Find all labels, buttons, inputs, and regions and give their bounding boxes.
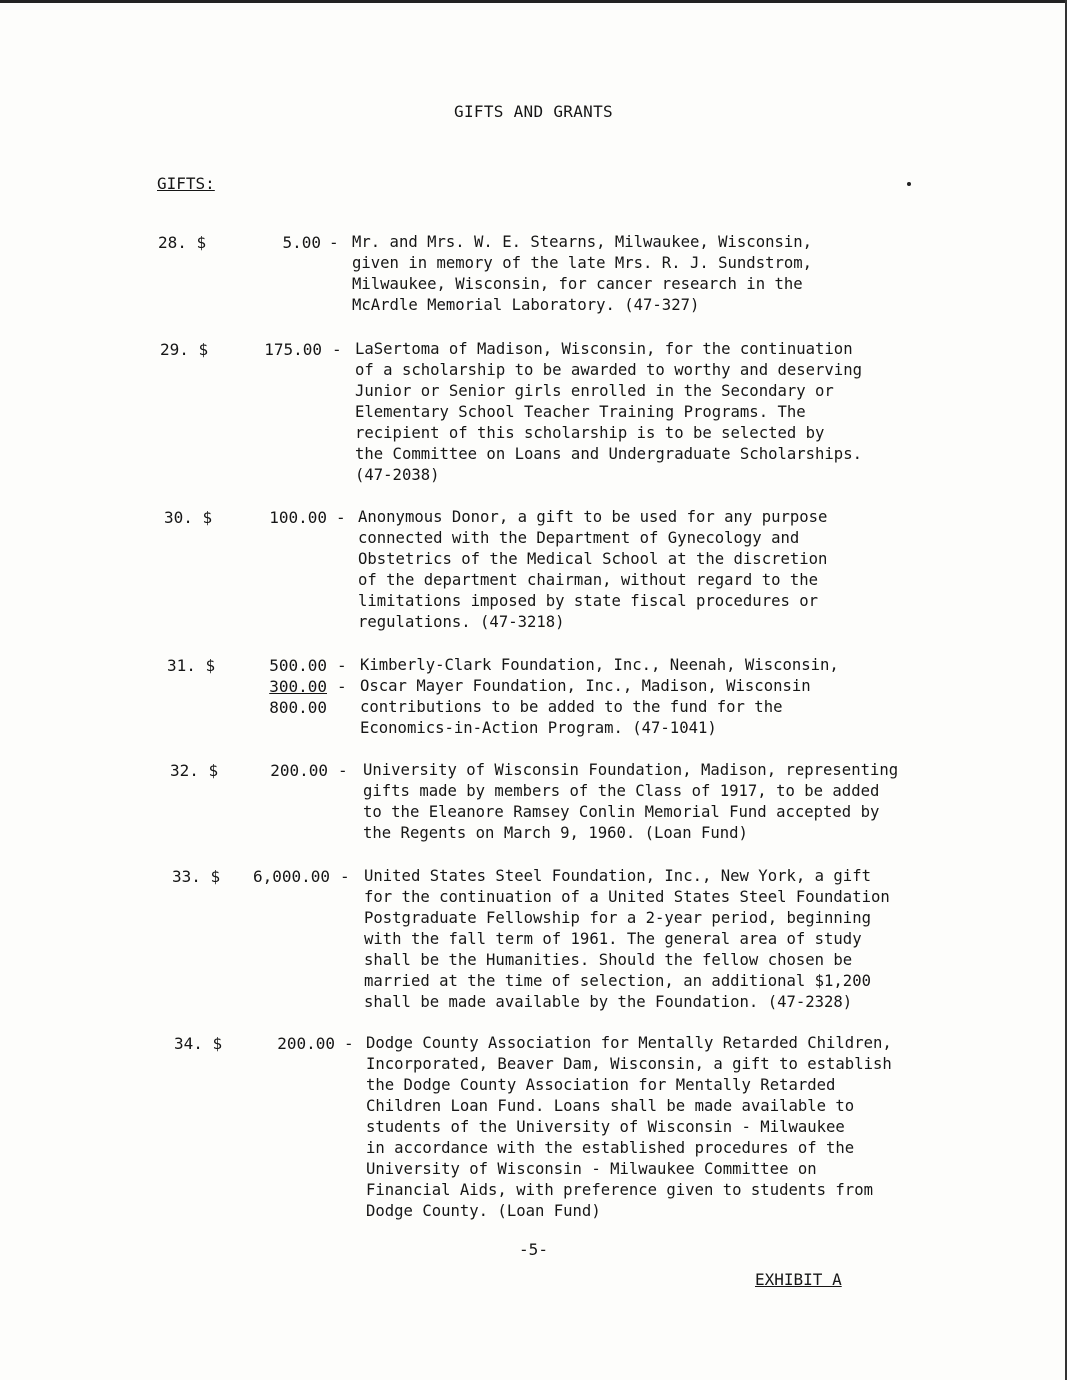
description-line: limitations imposed by state fiscal procedures or [358, 592, 819, 610]
description-line: United States Steel Foundation, Inc., New York, a gift [364, 867, 871, 885]
description-line: Elementary School Teacher Training Programs. The [355, 403, 806, 421]
description-line: in accordance with the established procedures of the [366, 1139, 855, 1157]
description-line: LaSertoma of Madison, Wisconsin, for the continuation [355, 340, 853, 358]
description-line: students of the University of Wisconsin - Milwaukee [366, 1118, 845, 1136]
description-line: connected with the Department of Gynecology and [358, 529, 800, 547]
description-line: married at the time of selection, an additional $1,200 [364, 972, 871, 990]
stray-mark [907, 182, 911, 186]
description-line: of the department chairman, without regard to the [358, 571, 819, 589]
gift-entry-29 [160, 339, 940, 489]
entry-amount-total: 800.00 [269, 698, 327, 717]
top-border [0, 0, 1067, 3]
entry-description [364, 866, 890, 1013]
entry-dash: - [329, 233, 339, 252]
entry-amount: 300.00 [269, 677, 327, 696]
entry-dash: - [344, 1034, 354, 1053]
entry-description [366, 1033, 892, 1222]
entry-description [352, 232, 812, 316]
entry-number: 28. $ [158, 233, 207, 252]
description-line: University of Wisconsin Foundation, Madison, representing [363, 761, 899, 779]
entry-description [355, 339, 862, 486]
page-number: -5- [519, 1240, 548, 1259]
entry-number: 32. $ [170, 761, 219, 780]
description-line: Anonymous Donor, a gift to be used for any purpose [358, 508, 828, 526]
description-line: Junior or Senior girls enrolled in the Secondary or [355, 382, 834, 400]
description-line: regulations. (47-3218) [358, 613, 565, 631]
entry-amount: 175.00 [264, 340, 322, 359]
description-line: Financial Aids, with preference given to students from [366, 1181, 873, 1199]
entry-dash: - [337, 656, 347, 675]
description-line: given in memory of the late Mrs. R. J. Sundstrom, [352, 254, 813, 272]
description-line: with the fall term of 1961. The general area of study [364, 930, 862, 948]
entry-description [358, 507, 827, 633]
entry-amount: 500.00 [269, 656, 327, 675]
entry-amount: 200.00 [277, 1034, 335, 1053]
entry-amount: 6,000.00 [252, 867, 330, 886]
description-line: recipient of this scholarship is to be selected by [355, 424, 825, 442]
description-line: Economics-in-Action Program. (47-1041) [360, 719, 717, 737]
description-line: gifts made by members of the Class of 1917, to be added [363, 782, 880, 800]
description-line: McArdle Memorial Laboratory. (47-327) [352, 296, 700, 314]
gift-entry-32 [170, 760, 970, 850]
entry-number: 33. $ [172, 867, 221, 886]
description-line: Obstetrics of the Medical School at the discretion [358, 550, 828, 568]
description-line: (47-2038) [355, 466, 440, 484]
section-heading-gifts: GIFTS: [157, 174, 215, 193]
entry-dash: - [340, 867, 350, 886]
description-line: shall be the Humanities. Should the fellow chosen be [364, 951, 853, 969]
entry-description [360, 655, 839, 739]
entry-dash: - [338, 761, 348, 780]
description-line: shall be made available by the Foundation. (47-2328) [364, 993, 853, 1011]
description-line: University of Wisconsin - Milwaukee Committee on [366, 1160, 817, 1178]
description-line: the Dodge County Association for Mentally Retarded [366, 1076, 836, 1094]
entry-number: 31. $ [167, 656, 216, 675]
description-line: Dodge County. (Loan Fund) [366, 1202, 601, 1220]
entry-dash: - [332, 340, 342, 359]
entry-dash-stack [337, 655, 347, 697]
gift-entry-31 [167, 655, 907, 745]
description-line: Milwaukee, Wisconsin, for cancer research in the [352, 275, 803, 293]
description-line: of a scholarship to be awarded to worthy and deserving [355, 361, 862, 379]
description-line: Incorporated, Beaver Dam, Wisconsin, a gift to establish [366, 1055, 892, 1073]
entry-amount: 5.00 [282, 233, 321, 252]
description-line: Postgraduate Fellowship for a 2-year period, beginning [364, 909, 871, 927]
gift-entry-28 [158, 232, 878, 322]
description-line: Mr. and Mrs. W. E. Stearns, Milwaukee, Wisconsin, [352, 233, 813, 251]
gift-entry-30 [164, 507, 904, 637]
description-line: for the continuation of a United States Steel Foundation [364, 888, 890, 906]
description-line: Oscar Mayer Foundation, Inc., Madison, Wisconsin [360, 677, 811, 695]
entry-amount-stack [237, 655, 327, 718]
entry-amount: 200.00 [270, 761, 328, 780]
exhibit-label: EXHIBIT A [755, 1270, 842, 1289]
description-line: Dodge County Association for Mentally Retarded Children, [366, 1034, 892, 1052]
entry-description [363, 760, 898, 844]
description-line: contributions to be added to the fund for the [360, 698, 783, 716]
description-line: to the Eleanore Ramsey Conlin Memorial Fund accepted by [363, 803, 880, 821]
entry-dash: - [337, 677, 347, 696]
entry-number: 29. $ [160, 340, 209, 359]
description-line: the Committee on Loans and Undergraduate Scholarships. [355, 445, 862, 463]
description-line: Children Loan Fund. Loans shall be made available to [366, 1097, 855, 1115]
entry-number: 30. $ [164, 508, 213, 527]
description-line: the Regents on March 9, 1960. (Loan Fund) [363, 824, 748, 842]
gift-entry-33 [172, 866, 962, 1016]
entry-number: 34. $ [174, 1034, 223, 1053]
entry-amount: 100.00 [269, 508, 327, 527]
page-title: GIFTS AND GRANTS [454, 102, 613, 121]
gift-entry-34 [174, 1033, 964, 1228]
entry-dash: - [336, 508, 346, 527]
description-line: Kimberly-Clark Foundation, Inc., Neenah, Wisconsin, [360, 656, 839, 674]
